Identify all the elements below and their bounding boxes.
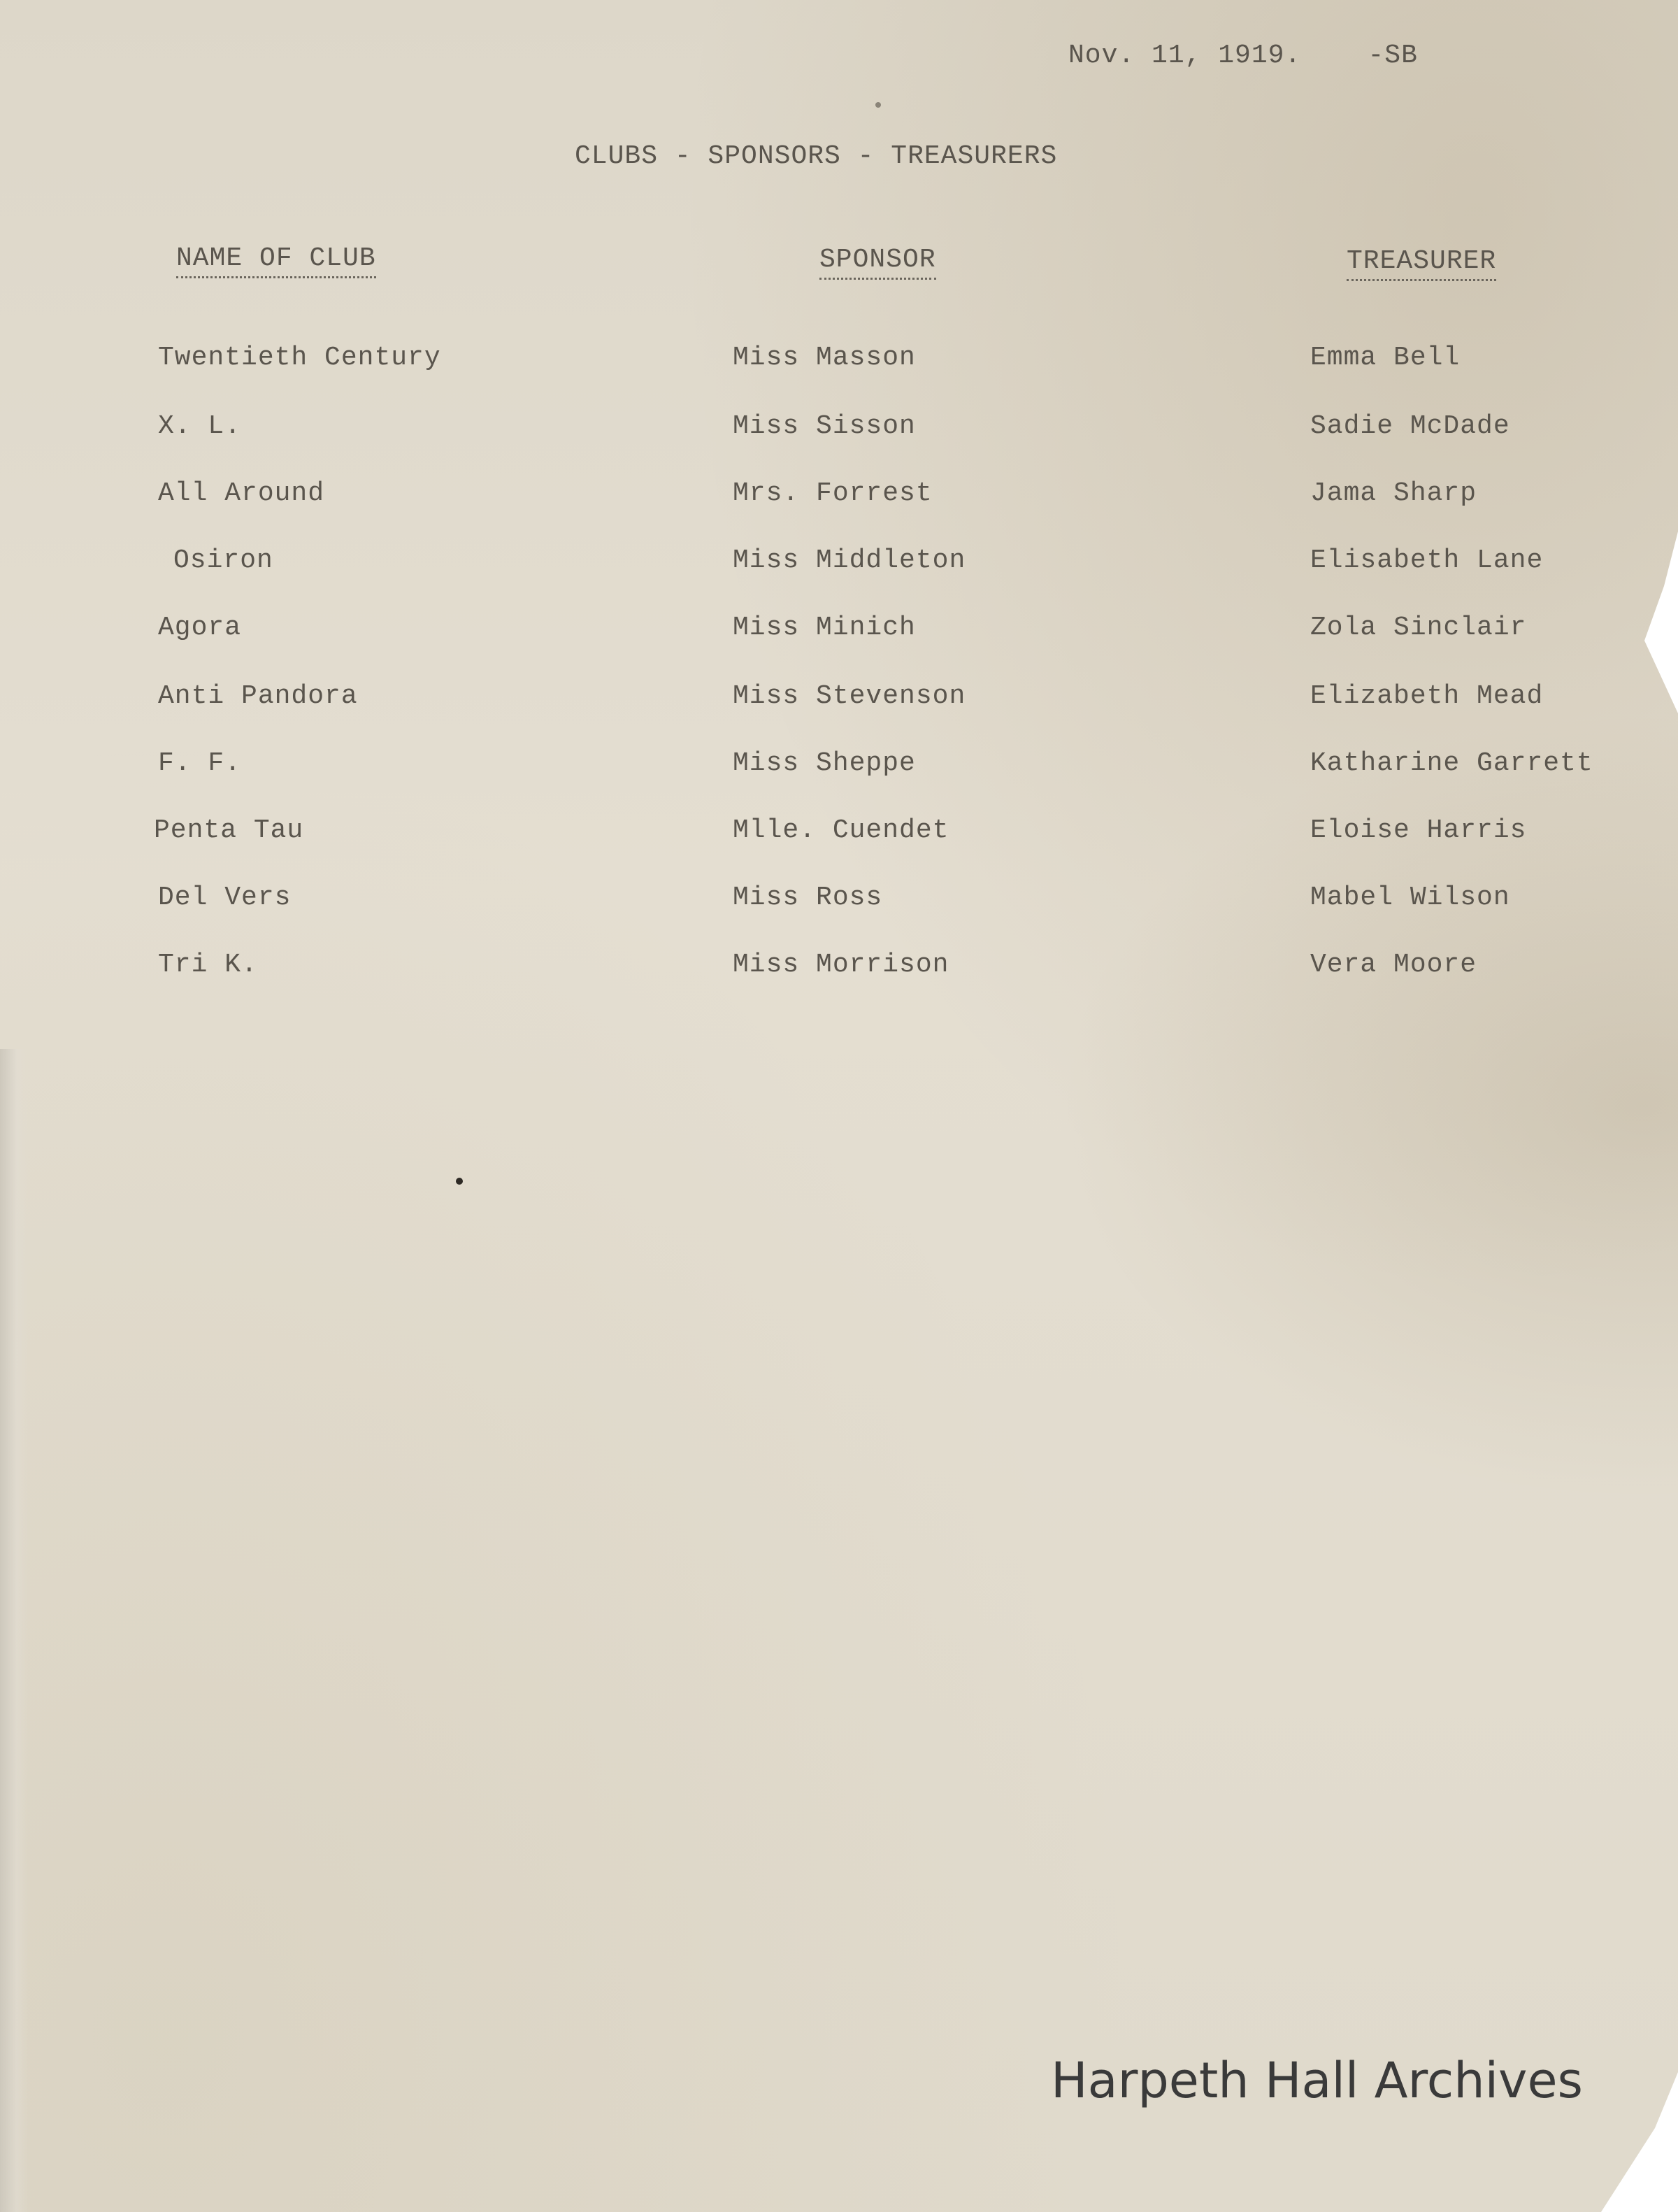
club-name: X. L.	[158, 411, 242, 441]
club-name: Penta Tau	[154, 815, 304, 845]
archive-watermark: Harpeth Hall Archives	[1051, 2052, 1583, 2109]
sponsor-name: Miss Middleton	[733, 545, 966, 576]
sponsor-name: Miss Sheppe	[733, 748, 916, 778]
sponsor-name: Mrs. Forrest	[733, 478, 933, 508]
sponsor-name: Miss Minich	[733, 613, 916, 643]
table-row	[0, 681, 1678, 723]
treasurer-name: Sadie McDade	[1310, 411, 1510, 441]
club-name: All Around	[158, 478, 325, 508]
header-name-of-club: NAME OF CLUB	[176, 243, 376, 278]
table-row	[0, 883, 1678, 925]
club-name: Tri K.	[158, 950, 258, 980]
table-row	[0, 343, 1678, 385]
club-name: Twentieth Century	[158, 343, 441, 373]
treasurer-name: Vera Moore	[1310, 950, 1477, 980]
ink-speck	[456, 1178, 463, 1185]
treasurer-name: Zola Sinclair	[1310, 613, 1527, 643]
paper-edge-shadow	[0, 1049, 28, 2212]
club-name: Anti Pandora	[158, 681, 358, 711]
treasurer-name: Emma Bell	[1310, 343, 1461, 373]
club-name: F. F.	[158, 748, 242, 778]
club-name: Agora	[158, 613, 242, 643]
treasurer-name: Elizabeth Mead	[1310, 681, 1544, 711]
table-row	[0, 411, 1678, 453]
club-name: Osiron	[173, 545, 273, 576]
header-treasurer: TREASURER	[1347, 246, 1496, 281]
table-row	[0, 613, 1678, 655]
sponsor-name: Miss Morrison	[733, 950, 949, 980]
sponsor-name: Miss Stevenson	[733, 681, 966, 711]
sponsor-name: Mlle. Cuendet	[733, 815, 949, 845]
table-row	[0, 748, 1678, 790]
paper-corner-tear	[1601, 2072, 1678, 2212]
treasurer-name: Katharine Garrett	[1310, 748, 1593, 778]
sponsor-name: Miss Sisson	[733, 411, 916, 441]
sponsor-name: Miss Masson	[733, 343, 916, 373]
treasurer-name: Eloise Harris	[1310, 815, 1527, 845]
sponsor-name: Miss Ross	[733, 883, 883, 913]
header-sponsor: SPONSOR	[819, 245, 936, 280]
treasurer-name: Elisabeth Lane	[1310, 545, 1544, 576]
table-row	[0, 950, 1678, 992]
ink-speck	[875, 102, 881, 108]
table-row	[0, 815, 1678, 857]
document-title: CLUBS - SPONSORS - TREASURERS	[575, 141, 1058, 171]
treasurer-name: Mabel Wilson	[1310, 883, 1510, 913]
club-name: Del Vers	[158, 883, 292, 913]
table-row	[0, 545, 1678, 587]
date-line: Nov. 11, 1919. -SB	[1068, 41, 1418, 71]
treasurer-name: Jama Sharp	[1310, 478, 1477, 508]
table-row	[0, 478, 1678, 520]
